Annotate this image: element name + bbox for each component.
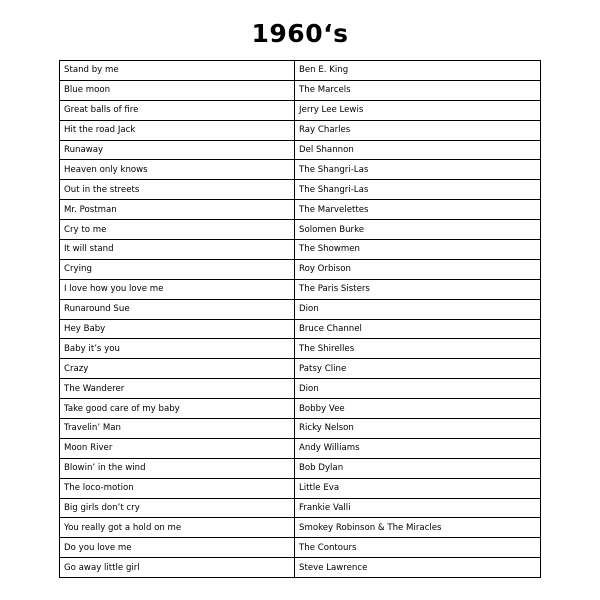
artist-cell: Patsy Cline [295,359,541,379]
table-row [60,399,541,419]
songs-table-body [60,61,541,578]
artist-cell: Steve Lawrence [295,558,541,578]
artist-cell: The Showmen [295,240,541,260]
table-row [60,220,541,240]
song-title-cell: The loco-motion [60,478,295,498]
song-title-cell: Mr. Postman [60,200,295,220]
song-title-cell: Cry to me [60,220,295,240]
page-title: 1960‘s [251,19,349,48]
song-title-cell: Great balls of fire [60,100,295,120]
songs-table [59,60,541,578]
table-row [60,319,541,339]
table-row [60,100,541,120]
table-row [60,339,541,359]
table-row [60,200,541,220]
song-title-cell: Stand by me [60,61,295,81]
song-title-cell: I love how you love me [60,279,295,299]
artist-cell: Bob Dylan [295,458,541,478]
table-row [60,180,541,200]
table-row [60,140,541,160]
table-row [60,299,541,319]
artist-cell: The Shangri-Las [295,160,541,180]
song-title-cell: Out in the streets [60,180,295,200]
artist-cell: Frankie Valli [295,498,541,518]
artist-cell: Andy Williams [295,438,541,458]
artist-cell: Dion [295,299,541,319]
artist-cell: Ray Charles [295,120,541,140]
artist-cell: Bobby Vee [295,399,541,419]
song-title-cell: Crying [60,259,295,279]
song-title-cell: Crazy [60,359,295,379]
artist-cell: The Shirelles [295,339,541,359]
artist-cell: Roy Orbison [295,259,541,279]
table-row [60,558,541,578]
table-row [60,120,541,140]
song-title-cell: Go away little girl [60,558,295,578]
artist-cell: Bruce Channel [295,319,541,339]
artist-cell: Smokey Robinson & The Miracles [295,518,541,538]
artist-cell: The Paris Sisters [295,279,541,299]
song-title-cell: Travelin’ Man [60,419,295,439]
table-row [60,458,541,478]
table-row [60,498,541,518]
artist-cell: The Shangri-Las [295,180,541,200]
song-title-cell: Baby it’s you [60,339,295,359]
table-row [60,61,541,81]
artist-cell: The Marvelettes [295,200,541,220]
song-title-cell: Hey Baby [60,319,295,339]
song-title-cell: Hit the road Jack [60,120,295,140]
artist-cell: Ricky Nelson [295,419,541,439]
table-row [60,359,541,379]
artist-cell: Little Eva [295,478,541,498]
song-title-cell: Runaround Sue [60,299,295,319]
table-row [60,379,541,399]
table-row [60,478,541,498]
song-title-cell: Do you love me [60,538,295,558]
artist-cell: Del Shannon [295,140,541,160]
table-row [60,518,541,538]
table-row [60,259,541,279]
table-row [60,279,541,299]
table-row [60,438,541,458]
song-title-cell: Runaway [60,140,295,160]
song-title-cell: It will stand [60,240,295,260]
table-row [60,80,541,100]
artist-cell: The Contours [295,538,541,558]
artist-cell: Dion [295,379,541,399]
song-title-cell: The Wanderer [60,379,295,399]
table-row [60,160,541,180]
table-row [60,419,541,439]
table-row [60,240,541,260]
song-title-cell: Moon River [60,438,295,458]
song-title-cell: Blowin’ in the wind [60,458,295,478]
artist-cell: The Marcels [295,80,541,100]
song-title-cell: You really got a hold on me [60,518,295,538]
song-title-cell: Big girls don’t cry [60,498,295,518]
artist-cell: Solomen Burke [295,220,541,240]
song-title-cell: Blue moon [60,80,295,100]
artist-cell: Ben E. King [295,61,541,81]
table-row [60,538,541,558]
artist-cell: Jerry Lee Lewis [295,100,541,120]
song-title-cell: Take good care of my baby [60,399,295,419]
song-title-cell: Heaven only knows [60,160,295,180]
